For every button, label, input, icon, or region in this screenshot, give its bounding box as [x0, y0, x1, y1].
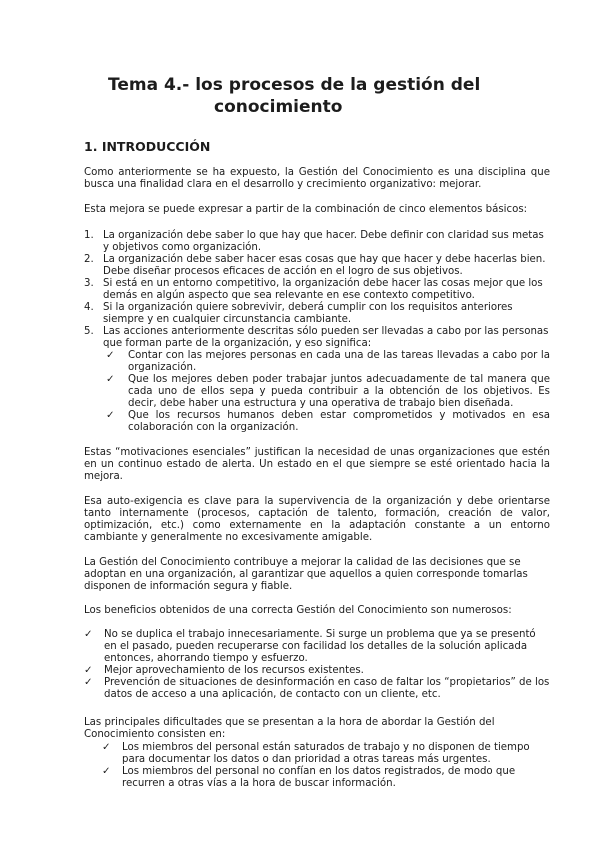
list-number: 5. [84, 326, 94, 337]
list-item-text: La organización debe saber lo que hay que hacer. Debe definir con claridad sus metas y objetivos como organización. [103, 230, 544, 253]
section-title: INTRODUCCIÓN [101, 139, 211, 154]
list-item [84, 629, 550, 665]
list-item-text: Mejor aprovechamiento de los recursos existentes. [104, 665, 364, 676]
list-item [84, 677, 550, 701]
list-item [84, 665, 550, 677]
check-icon: ✓ [106, 410, 115, 421]
list-item [102, 766, 550, 790]
elements-list [84, 230, 550, 434]
list-item [102, 742, 550, 766]
list-number: 3. [84, 278, 94, 289]
paragraph-dificultades: Las principales dificultades que se presentan a la hora de abordar la Gestión del Conocimiento consisten en: [84, 717, 495, 740]
document-title [108, 74, 528, 118]
significa-list [106, 350, 550, 434]
check-icon: ✓ [84, 629, 93, 640]
list-item [84, 230, 550, 254]
beneficios-list [84, 629, 550, 701]
list-item-text: Los miembros del personal están saturados de trabajo y no disponen de tiempo para documentar los datos o dan prioridad a otras tareas más urgentes. [122, 742, 530, 765]
paragraph-calidad: La Gestión del Conocimiento contribuye a mejorar la calidad de las decisiones que se adoptan en una organización, al garantizar que aquellos a quien corresponde tomarlas disponen de información segura y fiable. [84, 557, 528, 592]
check-icon: ✓ [106, 374, 115, 385]
list-item [84, 278, 550, 302]
list-item-text: No se duplica el trabajo innecesariamente. Si surge un problema que ya se presentó en el pasado, pueden recuperarse con facilidad los detalles de la solución aplicada entonces, ahorrando tiempo y esfuerzo. [104, 629, 536, 664]
list-item-text: Que los recursos humanos deben estar comprometidos y motivados en esa colaboración con la organización. [128, 410, 550, 433]
title-line-1: Tema 4.- los procesos de la gestión del [108, 75, 481, 95]
list-item-text: Las acciones anteriormente descritas sólo pueden ser llevadas a cabo por las personas que forman parte de la organización, y eso significa: [103, 326, 549, 349]
list-item [84, 254, 550, 278]
check-icon: ✓ [84, 665, 93, 676]
list-item [106, 374, 550, 410]
paragraph-autoexigencia: Esa auto-exigencia es clave para la supervivencia de la organización y debe orientarse tanto internamente (procesos, captación de talento, formación, creación de valor, optimización, etc.) como externamente en la adaptación constante a un entorno cambiante y generalmente no excesivamente amigable. [84, 496, 550, 543]
list-item [106, 350, 550, 374]
list-item [84, 326, 550, 434]
paragraph-beneficios: Los beneficios obtenidos de una correcta Gestión del Conocimiento son numerosos: [84, 605, 512, 616]
paragraph-combination: Esta mejora se puede expresar a partir de la combinación de cinco elementos básicos: [84, 204, 528, 215]
section-number: 1. [84, 139, 98, 154]
list-number: 4. [84, 302, 94, 313]
dificultades-list [102, 742, 550, 790]
check-icon: ✓ [102, 742, 111, 753]
list-number: 2. [84, 254, 94, 265]
list-item-text: Los miembros del personal no confían en los datos registrados, de modo que recurren a otras vías a la hora de buscar información. [122, 766, 516, 789]
paragraph-motivaciones: Estas “motivaciones esenciales” justifican la necesidad de unas organizaciones que estén en un continuo estado de alerta. Un estado en el que siempre se esté orientado hacia la mejora. [84, 447, 550, 482]
list-item-text: Contar con las mejores personas en cada una de las tareas llevadas a cabo por la organización. [128, 350, 550, 373]
list-number: 1. [84, 230, 94, 241]
check-icon: ✓ [102, 766, 111, 777]
paragraph-intro: Como anteriormente se ha expuesto, la Gestión del Conocimiento es una disciplina que busca una finalidad clara en el desarrollo y crecimiento organizativo: mejorar. [84, 167, 550, 190]
section-heading [84, 139, 210, 155]
check-icon: ✓ [106, 350, 115, 361]
title-line-2: conocimiento [214, 97, 343, 117]
list-item-text: Prevención de situaciones de desinformación en caso de faltar los “propietarios” de los datos de acceso a una aplicación, de contacto con un cliente, etc. [104, 677, 550, 700]
list-item-text: La organización debe saber hacer esas cosas que hay que hacer y debe hacerlas bien. Debe diseñar procesos eficaces de acción en el logro de sus objetivos. [103, 254, 546, 277]
list-item [84, 302, 550, 326]
list-item-text: Que los mejores deben poder trabajar juntos adecuadamente de tal manera que cada uno de ellos sepa y pueda contribuir a la obtención de los objetivos. Es decir, debe haber una estructura y una operativa de trabajo bien diseñada. [128, 374, 550, 409]
list-item [106, 410, 550, 434]
check-icon: ✓ [84, 677, 93, 688]
list-item-text: Si está en un entorno competitivo, la organización debe hacer las cosas mejor que los demás en algún aspecto que sea relevante en ese contexto competitivo. [103, 278, 543, 301]
list-item-text: Si la organización quiere sobrevivir, deberá cumplir con los requisitos anteriores siempre y en cualquier circunstancia cambiante. [103, 302, 513, 325]
